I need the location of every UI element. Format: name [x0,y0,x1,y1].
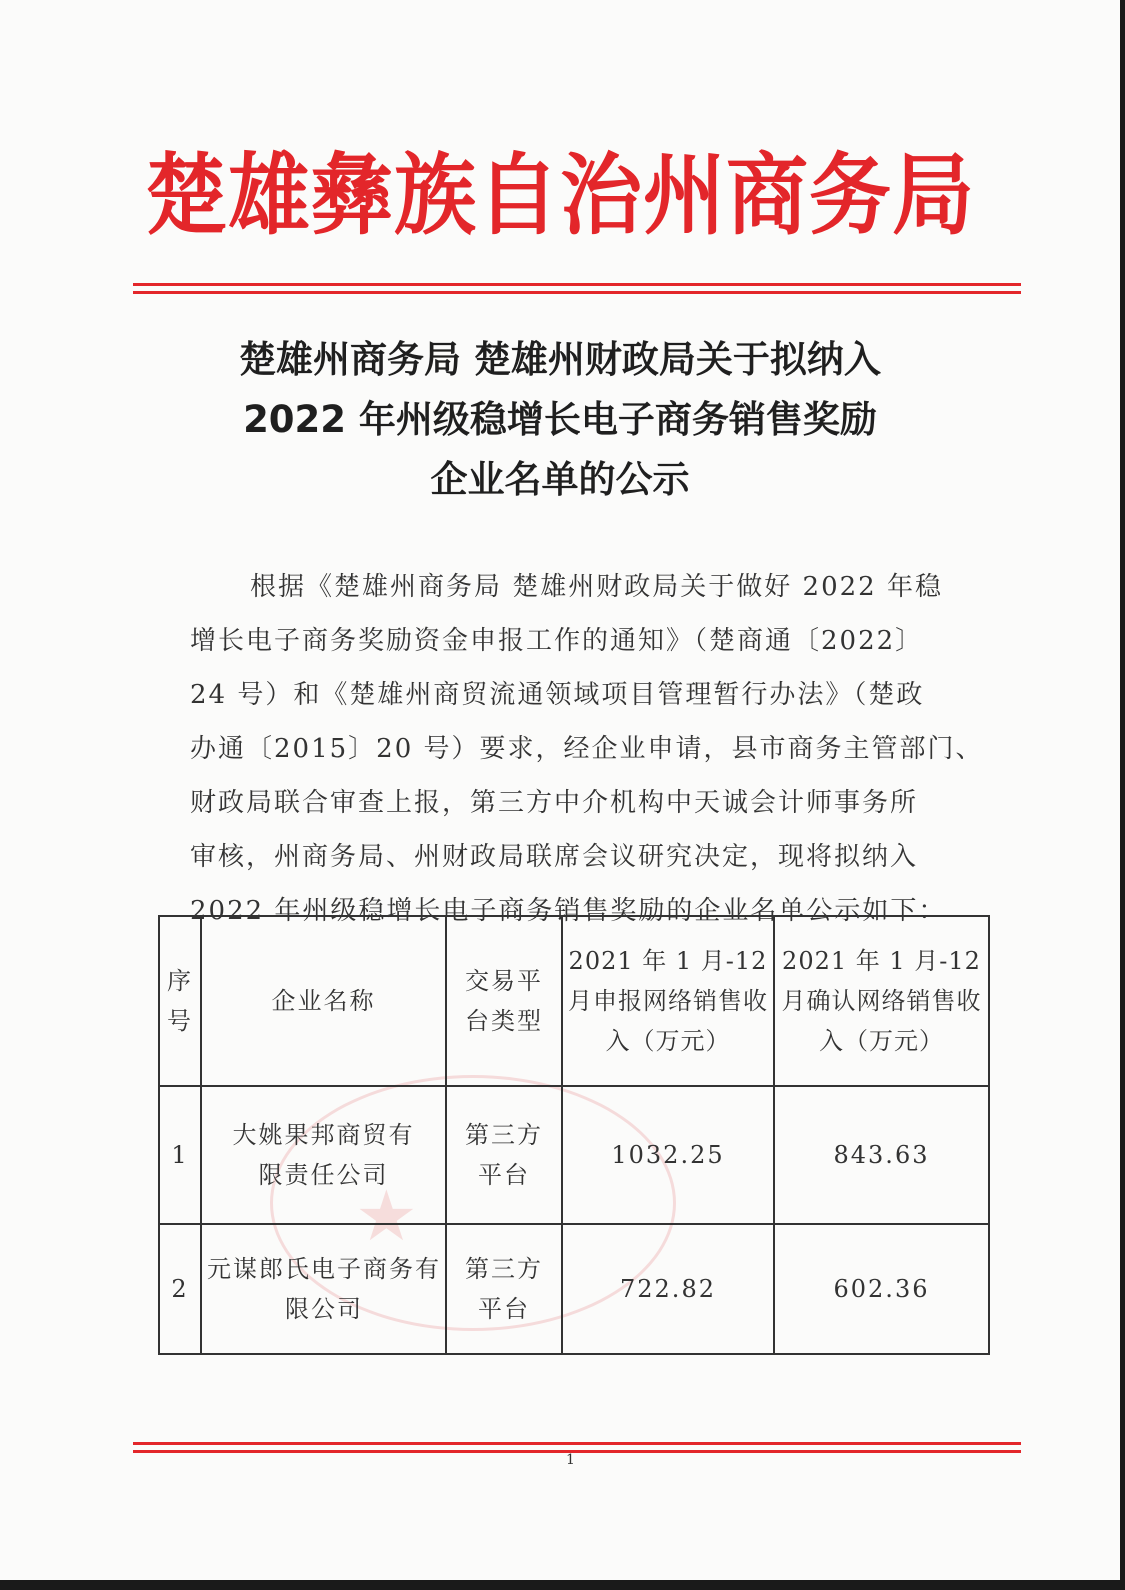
header-company: 企业名称 [201,916,446,1086]
body-line: 24 号）和《楚雄州商贸流通领域项目管理暂行办法》（楚政 [190,680,925,710]
document-title [130,330,990,510]
cell-platform: 第三方平台 [446,1086,562,1224]
body-line: 2022 年州级稳增长电子商务销售奖励的企业名单公示如下： [190,896,947,926]
title-line-2: 2022 年州级稳增长电子商务销售奖励 [243,398,877,441]
header-seq: 序号 [159,916,201,1086]
cell-confirmed-revenue: 843.63 [774,1086,989,1224]
enterprise-table [158,915,990,1355]
body-line: 根据《楚雄州商务局 楚雄州财政局关于做好 2022 年稳 [250,572,943,602]
scan-edge-right [1120,0,1125,1590]
footer-rule-bottom [133,1450,1021,1453]
body-line: 审核，州商务局、州财政局联席会议研究决定，现将拟纳入 [190,842,919,872]
table-row [159,1086,989,1224]
cell-company: 元谋郎氏电子商务有限公司 [201,1224,446,1354]
footer-rule-top [133,1442,1021,1445]
body-line: 办通〔2015〕20 号）要求，经企业申请，县市商务主管部门、 [190,734,984,764]
cell-company: 大姚果邦商贸有限责任公司 [201,1086,446,1224]
cell-platform: 第三方平台 [446,1224,562,1354]
cell-declared-revenue: 722.82 [562,1224,774,1354]
header-confirmed-revenue: 2021 年 1 月-12 月确认网络销售收入（万元） [774,916,989,1086]
header-platform: 交易平台类型 [446,916,562,1086]
body-line: 财政局联合审查上报，第三方中介机构中天诚会计师事务所 [190,788,919,818]
cell-seq: 2 [159,1224,201,1354]
letterhead-rule-bottom [133,291,1021,294]
table-row [159,1224,989,1354]
letterhead-title: 楚雄彝族自治州商务局 [144,145,975,248]
body-line: 增长电子商务奖励资金申报工作的通知》（楚商通〔2022〕 [190,626,924,656]
table-header-row [159,916,989,1086]
page-number: 1 [566,1452,575,1468]
header-declared-revenue: 2021 年 1 月-12 月申报网络销售收入（万元） [562,916,774,1086]
cell-confirmed-revenue: 602.36 [774,1224,989,1354]
seal-star-icon: ★ [355,1175,418,1257]
cell-declared-revenue: 1032.25 [562,1086,774,1224]
body-paragraph [190,560,984,938]
cell-seq: 1 [159,1086,201,1224]
scan-edge-bottom [0,1580,1125,1590]
letterhead-rule-top [133,283,1021,286]
title-line-3: 企业名单的公示 [430,458,690,501]
title-line-1: 楚雄州商务局 楚雄州财政局关于拟纳入 [239,338,881,381]
